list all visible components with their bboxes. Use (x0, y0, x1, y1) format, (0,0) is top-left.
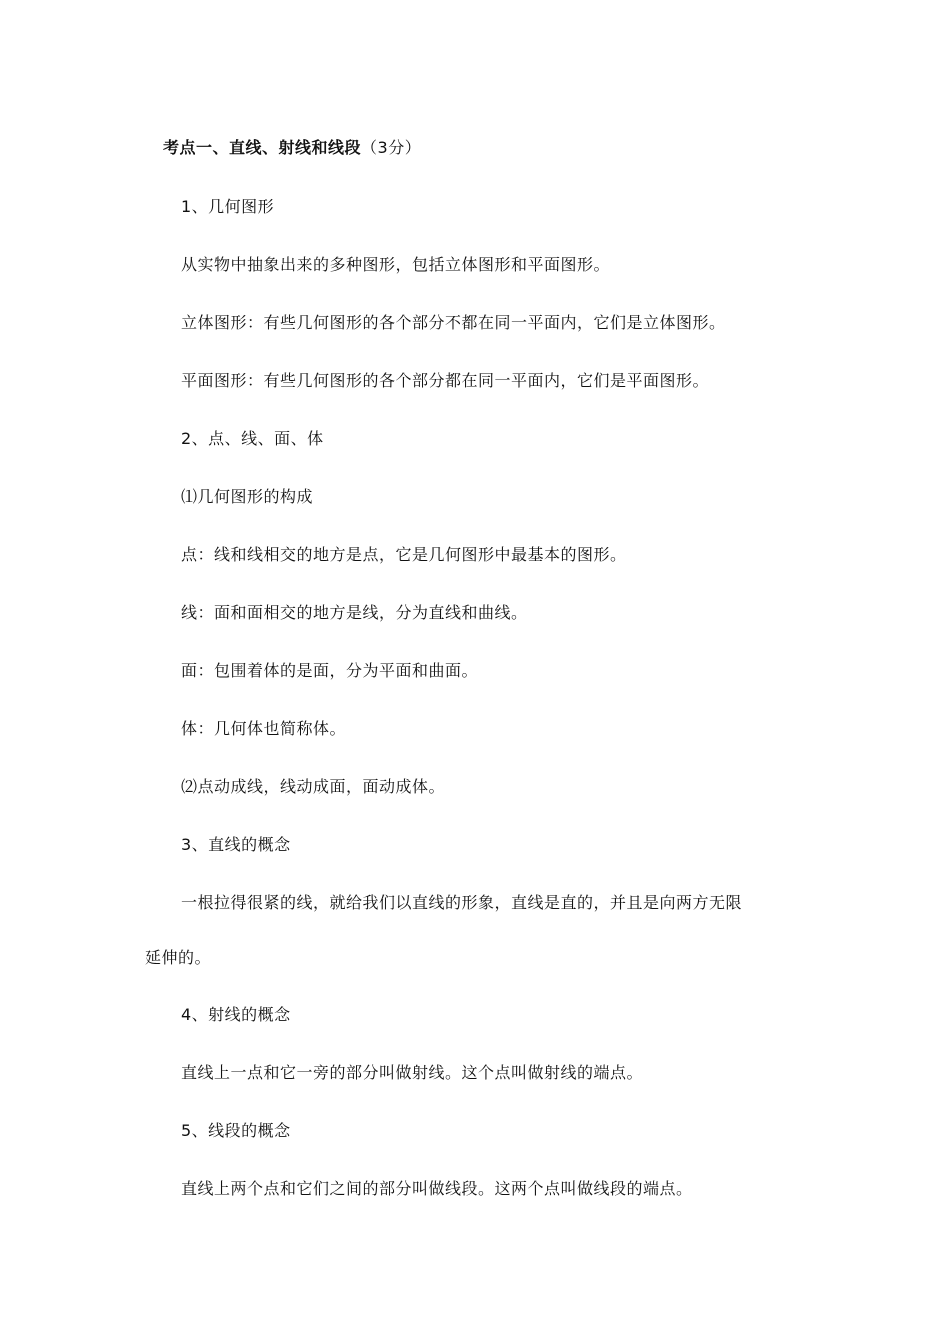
subheading-straight-line-concept: 3、直线的概念 (181, 835, 291, 854)
paragraph-definition-figures: 从实物中抽象出来的多种图形，包括立体图形和平面图形。 (181, 255, 611, 274)
paragraph-motion: ⑵点动成线，线动成面，面动成体。 (181, 777, 446, 796)
subheading-point-line-surface-solid: 2、点、线、面、体 (181, 429, 324, 448)
section-heading-score: （3分） (361, 138, 422, 157)
subheading-ray-concept: 4、射线的概念 (181, 1005, 291, 1024)
section-heading (163, 138, 421, 158)
paragraph-line: 线：面和面相交的地方是线，分为直线和曲线。 (181, 603, 528, 622)
subheading-geometric-figures: 1、几何图形 (181, 197, 275, 216)
paragraph-ray: 直线上一点和它一旁的部分叫做射线。这个点叫做射线的端点。 (181, 1063, 644, 1082)
paragraph-solid: 体：几何体也简称体。 (181, 719, 347, 738)
paragraph-segment: 直线上两个点和它们之间的部分叫做线段。这两个点叫做线段的端点。 (181, 1179, 693, 1198)
subheading-segment-concept: 5、线段的概念 (181, 1121, 291, 1140)
section-heading-title: 考点一、直线、射线和线段 (163, 138, 362, 157)
paragraph-surface: 面：包围着体的是面，分为平面和曲面。 (181, 661, 479, 680)
paragraph-straight-line-1: 一根拉得很紧的线，就给我们以直线的形象，直线是直的，并且是向两方无限 (181, 893, 743, 912)
paragraph-point: 点：线和线相交的地方是点，它是几何图形中最基本的图形。 (181, 545, 627, 564)
paragraph-straight-line-2: 延伸的。 (145, 948, 212, 967)
paragraph-plane-figures: 平面图形：有些几何图形的各个部分都在同一平面内，它们是平面图形。 (181, 371, 710, 390)
paragraph-solid-figures: 立体图形：有些几何图形的各个部分不都在同一平面内，它们是立体图形。 (181, 313, 726, 332)
subheading-composition: ⑴几何图形的构成 (181, 487, 314, 506)
